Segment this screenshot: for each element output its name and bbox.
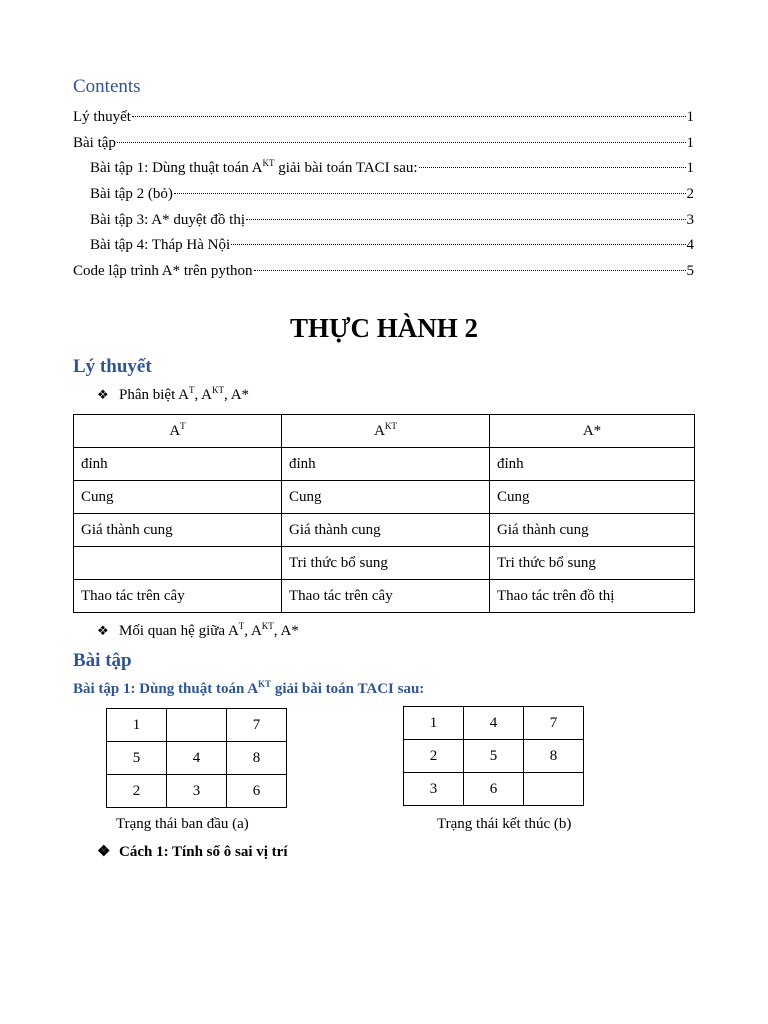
table-header-row bbox=[74, 415, 695, 448]
toc-entry-text: Code lập trình A* trên python bbox=[73, 263, 253, 279]
toc-entry-text: Lý thuyết bbox=[73, 109, 131, 125]
document-title: THỰC HÀNH 2 bbox=[290, 313, 478, 343]
grid-cell: 7 bbox=[524, 707, 584, 740]
table-cell: Cung bbox=[490, 481, 695, 514]
grid-cell: 4 bbox=[464, 707, 524, 740]
grid-row bbox=[404, 707, 584, 740]
grid-cell bbox=[167, 709, 227, 742]
toc-entry-text: Bài tập 3: A* duyệt đồ thị bbox=[90, 212, 245, 228]
toc-leader bbox=[246, 219, 686, 220]
table-cell: Tri thức bổ sung bbox=[282, 547, 490, 580]
bullet-distinguish: ❖ Phân biệt $A^T$, $A^{KT}$, A* bbox=[97, 385, 250, 403]
toc-page-number: 4 bbox=[686, 237, 694, 253]
toc-leader bbox=[132, 116, 686, 117]
initial-state-caption: Trạng thái ban đầu (a) bbox=[116, 816, 249, 832]
toc-leader bbox=[419, 167, 686, 168]
table-cell: Thao tác trên cây bbox=[74, 580, 282, 613]
table-row bbox=[74, 448, 695, 481]
grid-cell: 7 bbox=[227, 709, 287, 742]
table-row bbox=[74, 514, 695, 547]
grid-cell: 1 bbox=[404, 707, 464, 740]
table-cell: Tri thức bổ sung bbox=[490, 547, 695, 580]
exercise-1-heading: Bài tập 1: Dùng thuật toán $A^{KT}$ giải bài toán TACI sau: bbox=[73, 679, 425, 697]
table-row bbox=[74, 547, 695, 580]
goal-state-grid bbox=[403, 706, 584, 806]
grid-cell: 8 bbox=[524, 740, 584, 773]
table-cell: đỉnh bbox=[74, 448, 282, 481]
table-cell: Thao tác trên cây bbox=[282, 580, 490, 613]
toc-title: Contents bbox=[73, 76, 141, 97]
toc-page-number: 1 bbox=[686, 109, 694, 125]
grid-cell: 2 bbox=[404, 740, 464, 773]
grid-cell: 5 bbox=[107, 742, 167, 775]
grid-cell: 8 bbox=[227, 742, 287, 775]
table-header-cell: A* bbox=[490, 415, 695, 448]
grid-cell: 1 bbox=[107, 709, 167, 742]
toc-entry[interactable] bbox=[90, 235, 694, 255]
grid-cell: 4 bbox=[167, 742, 227, 775]
toc-entry[interactable] bbox=[90, 158, 694, 178]
table-row bbox=[74, 481, 695, 514]
table-cell: Giá thành cung bbox=[490, 514, 695, 547]
toc-entry[interactable] bbox=[90, 210, 694, 230]
table-cell: Cung bbox=[282, 481, 490, 514]
table-cell: Thao tác trên đồ thị bbox=[490, 580, 695, 613]
initial-state-grid bbox=[106, 708, 287, 808]
toc-page-number: 1 bbox=[686, 135, 694, 151]
comparison-table bbox=[73, 414, 695, 613]
table-header-cell: $A^T$ bbox=[74, 415, 282, 448]
toc-entry[interactable] bbox=[73, 133, 694, 153]
table-cell: đỉnh bbox=[490, 448, 695, 481]
method-1-heading: ❖ Cách 1: Tính số ô sai vị trí bbox=[97, 844, 288, 860]
table-cell: Cung bbox=[74, 481, 282, 514]
grid-row bbox=[107, 742, 287, 775]
toc-entry[interactable] bbox=[73, 261, 694, 281]
table-row bbox=[74, 580, 695, 613]
toc-leader bbox=[231, 244, 685, 245]
grid-cell bbox=[524, 773, 584, 806]
diamond-bullet-icon: ❖ bbox=[97, 387, 109, 402]
grid-row bbox=[107, 709, 287, 742]
grid-cell: 2 bbox=[107, 775, 167, 808]
toc-page-number: 5 bbox=[686, 263, 694, 279]
toc-entry-text: Bài tập 4: Tháp Hà Nội bbox=[90, 237, 231, 253]
section-heading-exercise: Bài tập bbox=[73, 650, 132, 671]
toc-entry-text: Bài tập bbox=[73, 135, 116, 151]
table-header-cell: $A^{KT}$ bbox=[282, 415, 490, 448]
table-cell: Giá thành cung bbox=[282, 514, 490, 547]
toc-leader bbox=[174, 193, 686, 194]
toc-leader bbox=[254, 270, 686, 271]
table-cell: Giá thành cung bbox=[74, 514, 282, 547]
grid-row bbox=[404, 773, 584, 806]
toc-page-number: 1 bbox=[686, 160, 694, 176]
bullet-relationship: ❖ Mối quan hệ giữa $A^T$, $A^{KT}$, A* bbox=[97, 621, 299, 639]
toc-page-number: 2 bbox=[686, 186, 694, 202]
grid-cell: 3 bbox=[167, 775, 227, 808]
grid-row bbox=[404, 740, 584, 773]
diamond-bullet-icon: ❖ bbox=[97, 623, 109, 638]
grid-cell: 6 bbox=[464, 773, 524, 806]
toc-leader bbox=[117, 142, 686, 143]
table-cell bbox=[74, 547, 282, 580]
grid-cell: 5 bbox=[464, 740, 524, 773]
toc-entry[interactable] bbox=[73, 107, 694, 127]
table-cell: đỉnh bbox=[282, 448, 490, 481]
toc-page-number: 3 bbox=[686, 212, 694, 228]
grid-cell: 3 bbox=[404, 773, 464, 806]
goal-state-caption: Trạng thái kết thúc (b) bbox=[437, 816, 572, 832]
grid-cell: 6 bbox=[227, 775, 287, 808]
diamond-bullet-icon: ❖ bbox=[97, 844, 111, 860]
toc-entry[interactable] bbox=[90, 184, 694, 204]
section-heading-theory: Lý thuyết bbox=[73, 356, 152, 377]
grid-row bbox=[107, 775, 287, 808]
toc-entry-text: Bài tập 2 (bỏ) bbox=[90, 186, 173, 202]
toc-entry-text: Bài tập 1: Dùng thuật toán $A^{KT}$ giải bài toán TACI sau: bbox=[90, 158, 418, 176]
